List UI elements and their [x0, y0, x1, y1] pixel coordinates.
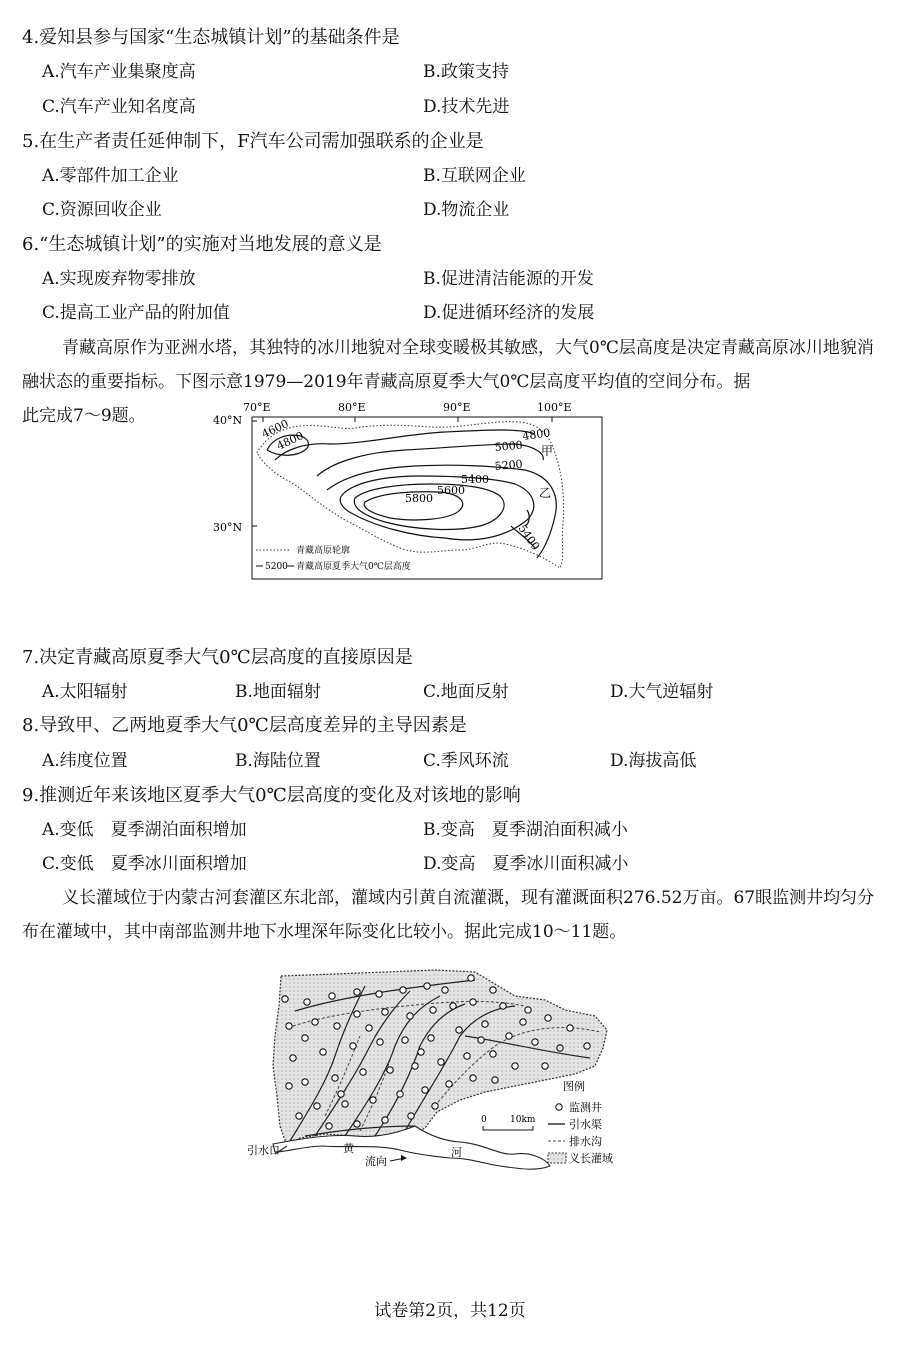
legend-well-swatch	[556, 1104, 562, 1110]
q7-option-a: A.太阳辐射	[42, 682, 128, 702]
q6-stem: 6.“生态城镇计划”的实施对当地发展的意义是	[22, 234, 382, 255]
q5-option-b: B.互联网企业	[423, 166, 526, 186]
label-5600: 5600	[437, 484, 465, 497]
lat-30: 30°N	[213, 521, 243, 534]
lat-40: 40°N	[213, 414, 243, 427]
q6-option-d: D.促进循环经济的发展	[423, 303, 595, 323]
q7-option-d: D.大气逆辐射	[610, 682, 714, 702]
q5-stem: 5.在生产者责任延伸制下，F汽车公司需加强联系的企业是	[22, 131, 484, 152]
q5-option-a: A.零部件加工企业	[42, 166, 179, 186]
q4-option-c: C.汽车产业知名度高	[42, 97, 196, 117]
scale-zero: 0	[481, 1115, 487, 1125]
q9-stem: 9.推测近年来该地区夏季大气0℃层高度的变化及对该地的影响	[22, 785, 521, 806]
q9-option-b: B.变高 夏季湖泊面积减小	[423, 820, 628, 840]
q5-option-d: D.物流企业	[423, 200, 510, 220]
passage-yichang: 义长灌域位于内蒙古河套灌区东北部，灌域内引黄自流灌溉，现有灌溉面积276.52万亩。67眼监测井均匀分布在灌域中，其中南部监测井地下水埋深年际变化比较小。据此完成10～11题。	[22, 888, 875, 942]
q7-option-b: B.地面辐射	[235, 682, 321, 702]
legend-drain-label: 排水沟	[569, 1135, 602, 1148]
label-4800-west: 4800	[274, 429, 306, 453]
page-footer: 试卷第2页，共12页	[374, 1301, 526, 1321]
legend-contour-label: 青藏高原夏季大气0℃层高度	[296, 562, 411, 572]
q4-option-b: B.政策支持	[423, 62, 509, 82]
q7-stem: 7.决定青藏高原夏季大气0℃层高度的直接原因是	[22, 647, 413, 668]
q4-option-d: D.技术先进	[423, 97, 510, 117]
legend-canal-label: 引水渠	[569, 1118, 602, 1131]
flow-label: 流向	[365, 1155, 387, 1168]
q5-option-c: C.资源回收企业	[42, 200, 162, 220]
isoline-5600	[354, 484, 504, 529]
legend-title: 图例	[563, 1080, 585, 1093]
passage-qinghai-tibet-end: 此完成7～9题。	[22, 406, 146, 426]
legend-contour-value: 5200	[265, 562, 288, 572]
scale-distance: 10km	[510, 1115, 536, 1125]
q8-option-a: A.纬度位置	[42, 751, 128, 771]
label-5200: 5200	[494, 457, 524, 473]
legend-area-label: 义长灌域	[569, 1152, 613, 1165]
q6-option-a: A.实现废弃物零排放	[42, 269, 196, 289]
lon-100: 100°E	[537, 401, 572, 414]
q9-option-c: C.变低 夏季冰川面积增加	[42, 854, 247, 874]
q4-option-a: A.汽车产业集聚度高	[42, 62, 196, 82]
flow-arrowhead	[401, 1155, 407, 1161]
river-label-huang: 黄	[343, 1142, 354, 1155]
legend-outline-label: 青藏高原轮廓	[296, 546, 351, 556]
label-4600: 4600	[259, 417, 291, 441]
q4-stem: 4.爱知县参与国家“生态城镇计划”的基础条件是	[22, 27, 400, 48]
legend-well-label: 监测井	[569, 1101, 602, 1114]
intake-label: 引水口	[247, 1144, 280, 1157]
place-yi: 乙	[539, 486, 552, 500]
label-4800-east: 4800	[521, 426, 552, 443]
q8-option-c: C.季风环流	[423, 751, 509, 771]
label-5800: 5800	[405, 492, 433, 505]
q6-option-c: C.提高工业产品的附加值	[42, 303, 230, 323]
q6-option-b: B.促进清洁能源的开发	[423, 269, 594, 289]
place-jia: 甲	[541, 444, 554, 458]
q8-option-d: D.海拔高低	[610, 751, 697, 771]
river-label-he: 河	[451, 1146, 462, 1159]
scale-bar	[483, 1126, 533, 1130]
legend-area-swatch	[548, 1153, 566, 1163]
tibet-freezing-level-map	[205, 398, 610, 583]
passage-qinghai-tibet: 青藏高原作为亚洲水塔，其独特的冰川地貌对全球变暖极其敏感，大气0℃层高度是决定青藏高原冰川地貌消融状态的重要指标。下图示意1979—2019年青藏高原夏季大气0℃层高度平均值的空间分布。据	[22, 338, 874, 392]
label-5400-east: 5400	[515, 522, 543, 553]
q9-option-d: D.变高 夏季冰川面积减小	[423, 854, 629, 874]
lon-90: 90°E	[443, 401, 471, 414]
q8-option-b: B.海陆位置	[235, 751, 321, 771]
label-5400: 5400	[461, 473, 489, 486]
label-5000: 5000	[494, 438, 524, 454]
yichang-irrigation-map	[245, 966, 635, 1184]
q9-option-a: A.变低 夏季湖泊面积增加	[42, 820, 247, 840]
lon-70: 70°E	[243, 401, 271, 414]
lon-80: 80°E	[338, 401, 366, 414]
q7-option-c: C.地面反射	[423, 682, 509, 702]
q8-stem: 8.导致甲、乙两地夏季大气0℃层高度差异的主导因素是	[22, 715, 467, 736]
